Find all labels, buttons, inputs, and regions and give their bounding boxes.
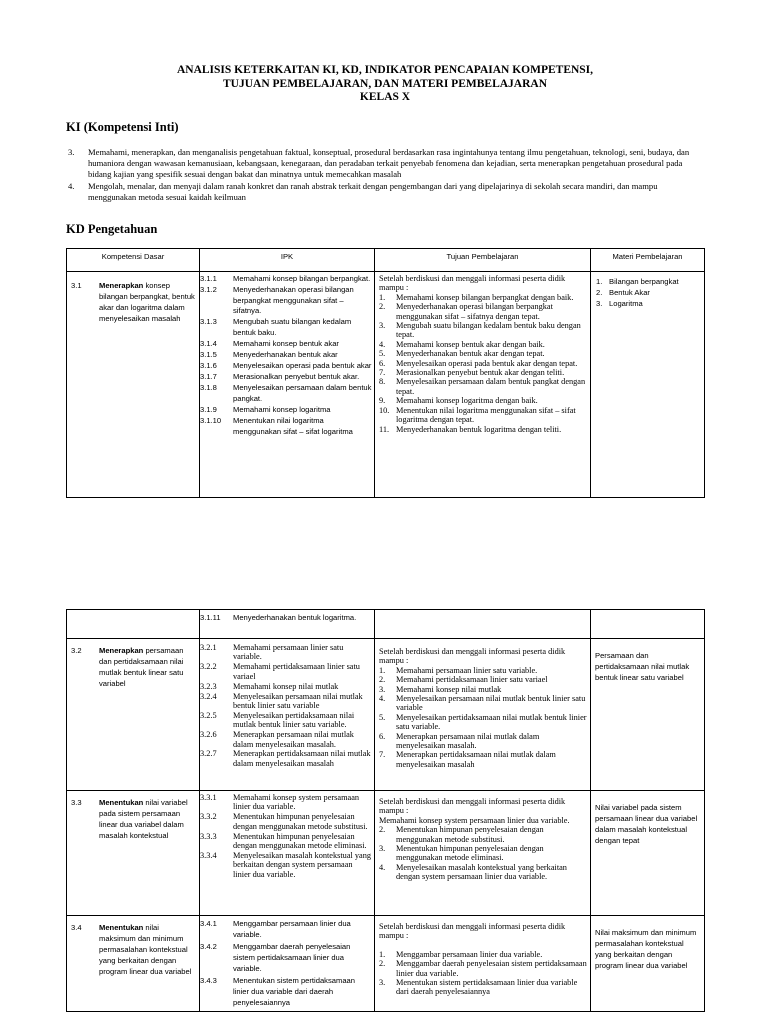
materi-item: 2. Bentuk Akar [596, 288, 650, 297]
ipk-item: 3.2.4 Menyelesaikan persamaan nilai mutlak bentuk linier satu variable [200, 691, 363, 710]
ki-item-number: 3. [68, 147, 75, 157]
materi-cell [591, 916, 705, 1012]
ipk-item: 3.2.2 Memahami pertidaksamaan linier satu variael [200, 662, 360, 681]
ipk-item: 3.1.2 Menyederhanakan operasi bilangan berpangkat menggunakan sifat – sifatnya. [200, 285, 354, 316]
tujuan-item: 3. Menentukan sistem pertidaksamaan linier dua variable dari daerah penyelesaiannya [379, 978, 578, 997]
ipk-item: 3.3.1 Memahami konsep system persamaan linier dua variable. [200, 793, 360, 812]
ipk-item: 3.1.10 Menentukan nilai logaritma menggunakan sifat – sifat logaritma [200, 416, 353, 436]
title-line-3: KELAS X [359, 91, 411, 103]
tujuan-item: 7. Menerapkan pertidaksamaan nilai mutlak dalam menyelesaikan masalah [379, 750, 556, 769]
ki-item [66, 181, 706, 203]
tujuan-cell [375, 791, 591, 916]
kd-verb: Menentukan [99, 923, 144, 932]
ipk-item: 3.4.2 Menggambar daerah penyelesaian sistem pertidaksamaan linier dua variable. [200, 941, 351, 974]
ipk-item: 3.3.4 Menyelesaikan masalah kontekstual yang berkaitan dengan system persamaan linier dua variable. [200, 850, 372, 879]
ki-item-text: Mengolah, menalar, dan menyaji dalam ranah konkret dan ranah abstrak terkait dengan pengembangan dari yang dipelajarinya di sekolah secara mandiri, dan mampu menggunakan metoda sesuai kaidah keilmuan [88, 181, 658, 202]
tujuan-intro: Setelah berdiskusi dan menggali informasi peserta didik mampu : [379, 274, 566, 293]
tujuan-intro: Setelah berdiskusi dan menggali informasi peserta didik mampu : [379, 647, 566, 666]
materi-cell [591, 639, 705, 791]
tujuan-item: 11. Menyederhanakan bentuk logaritma dengan teliti. [379, 424, 562, 434]
kd-verb: Menerapkan [99, 646, 144, 655]
tujuan-item: 7. Merasionalkan penyebut bentuk akar dengan teliti. [379, 368, 565, 378]
tujuan-item: 2. Memahami pertidaksamaan linier satu variael [379, 675, 548, 685]
kd-heading: KD Pengetahuan [66, 222, 158, 236]
column-header-tujuan: Tujuan Pembelajaran [375, 249, 591, 272]
table-row [67, 791, 705, 916]
tujuan-item: 3. Menentukan himpunan penyelesaian dengan menggunakan metode eliminasi. [379, 844, 544, 863]
tujuan-item: 5. Menyederhanakan bentuk akar dengan tepat. [379, 349, 545, 359]
kd-number: 3.2 [71, 646, 82, 655]
materi-text: Nilai variabel pada sistem persamaan linear dua variabel dalam masalah kontekstual dengan tepat [595, 803, 698, 845]
ki-list [66, 147, 706, 204]
ki-item-text: Memahami, menerapkan, dan menganalisis pengetahuan faktual, konseptual, prosedural berdasarkan rasa ingintahunya tentang ilmu pengetahuan, teknologi, seni, budaya, dan humaniora dengan wawasan kemanusiaan, kebangsaan, kenegaraan, dan peradaban terkait penyebab fenomena dan kejadian, serta menerapkan pengetahuan prosedural pada bidang kajian yang spesifik sesuai dengan bakat dan minatnya untuk memecahkan masalah [88, 147, 690, 179]
column-header-materi: Materi Pembelajaran [591, 249, 705, 272]
table-row [67, 272, 705, 498]
tujuan-intro: Setelah berdiskusi dan menggali informasi peserta didik mampu : [379, 797, 566, 816]
tujuan-cell-empty [375, 610, 591, 639]
materi-cell-empty [591, 610, 705, 639]
title-line-1: ANALISIS KETERKAITAN KI, KD, INDIKATOR PENCAPAIAN KOMPETENSI, [176, 64, 594, 76]
ipk-item: 3.1.11 Menyederhanakan bentuk logaritma. [200, 613, 357, 622]
tujuan-item: 6. Menerapkan persamaan nilai mutlak dalam menyelesaikan masalah. [379, 731, 540, 751]
tujuan-lead: Memahami konsep system persamaan linier dua variable. [379, 815, 570, 825]
kd-number: 3.3 [71, 798, 82, 807]
tujuan-item: 9. Memahami konsep logaritma dengan baik. [379, 396, 538, 406]
materi-cell [591, 791, 705, 916]
document-title [100, 64, 670, 105]
kd-verb: Menerapkan [99, 281, 144, 290]
kd-table-page-2 [66, 609, 705, 1012]
tujuan-intro: Setelah berdiskusi dan menggali informasi peserta didik mampu : [379, 922, 566, 941]
ki-heading: KI (Kompetensi Inti) [66, 120, 179, 134]
materi-item: 3. Logaritma [596, 299, 643, 308]
ipk-cell [200, 639, 375, 791]
kd-text: nilai variabel pada sistem persamaan linear dua variabel dalam masalah kontekstual [99, 798, 188, 840]
materi-text: Persamaan dan pertidaksamaan nilai mutlak bentuk linear satu variabel [595, 651, 690, 682]
tujuan-item: 1. Menggambar persamaan linier dua variable. [379, 949, 543, 959]
ipk-item: 3.3.3 Menentukan himpunan penyelesaian dengan menggunakan metode eliminasi. [200, 831, 367, 851]
tujuan-item: 2. Menentukan himpunan penyelesaian dengan menggunakan metode substitusi. [379, 825, 544, 844]
ipk-item: 3.2.3 Memahami konsep nilai mutlak [200, 681, 339, 691]
ipk-item: 3.1.5 Menyederhanakan bentuk akar [200, 350, 338, 360]
kd-text: konsep bilangan berpangkat, bentuk akar dan logaritma dalam menyelesaikan masalah [99, 281, 195, 323]
ipk-item: 3.2.5 Menyelesaikan pertidaksamaan nilai mutlak bentuk linier satu variable. [200, 710, 355, 730]
column-header-ipk: IPK [200, 249, 375, 272]
tujuan-item: 10. Menentukan nilai logaritma menggunakan sifat – sifat logaritma dengan tepat. [379, 405, 576, 425]
column-header-kompetensi-dasar: Kompetensi Dasar [67, 249, 200, 272]
ki-item-number: 4. [68, 181, 75, 191]
kd-text: persamaan dan pertidaksamaan nilai mutlak bentuk linear satu variabel [99, 646, 184, 688]
kd-table-page-1 [66, 248, 705, 498]
ipk-cell [200, 791, 375, 916]
kd-cell [67, 639, 200, 791]
materi-item: 1. Bilangan berpangkat [596, 277, 679, 286]
ipk-item: 3.2.7 Menerapkan pertidaksamaan nilai mutlak dalam menyelesaikan masalah [200, 749, 371, 768]
tujuan-item: 4. Menyelesaikan masalah kontekstual yang berkaitan dengan system persamaan linier dua variable. [379, 862, 567, 882]
tujuan-cell [375, 639, 591, 791]
materi-text: Nilai maksimum dan minimum permasalahan kontekstual yang berkaitan dengan program linear dua variabel [595, 928, 697, 970]
kd-number: 3.1 [71, 281, 82, 290]
ki-item [66, 147, 706, 180]
kd-cell [67, 272, 200, 498]
ipk-item: 3.2.6 Menerapkan persamaan nilai mutlak dalam menyelesaikan masalah. [200, 730, 354, 749]
ipk-cell [200, 610, 375, 639]
tujuan-item: 5. Menyelesaikan pertidaksamaan nilai mutlak bentuk linier satu variable. [379, 712, 587, 732]
ipk-item: 3.1.6 Menyelesaikan operasi pada bentuk akar [200, 361, 372, 371]
ipk-item: 3.2.1 Memahami persamaan linier satu variable. [200, 643, 344, 662]
ipk-item: 3.1.9 Memahami konsep logaritma [200, 405, 331, 415]
title-line-2: TUJUAN PEMBELAJARAN, DAN MATERI PEMBELAJARAN [222, 77, 548, 90]
ipk-item: 3.1.8 Menyelesaikan persamaan dalam bentuk pangkat. [200, 383, 372, 404]
tujuan-item: 4. Memahami konsep bentuk akar dengan baik. [379, 339, 545, 349]
tujuan-item: 3. Mengubah suatu bilangan kedalam bentuk baku dengan tepat. [379, 321, 581, 340]
ipk-item: 3.4.1 Menggambar persamaan linier dua variable. [200, 919, 351, 940]
tujuan-item: 8. Menyelesaikan persamaan dalam bentuk pangkat dengan tepat. [379, 377, 586, 396]
tujuan-item: 4. Menyelesaikan persamaan nilai mutlak bentuk linier satu variable [379, 694, 586, 713]
tujuan-item: 2. Menggambar daerah penyelesaian sistem pertidaksamaan linier dua variable. [379, 959, 587, 978]
ipk-item: 3.4.3 Menentukan sistem pertidaksamaan linier dua variable dari daerah penyelesaiannya [200, 976, 355, 1008]
kd-cell [67, 916, 200, 1012]
ipk-cell [200, 272, 375, 498]
ipk-item: 3.1.7 Merasionalkan penyebut bentuk akar. [200, 372, 360, 382]
tujuan-item: 1. Memahami konsep bilangan berpangkat dengan baik. [379, 292, 574, 302]
table-row [67, 610, 705, 639]
tujuan-cell [375, 916, 591, 1012]
table-row [67, 916, 705, 1012]
kd-cell-empty [67, 610, 200, 639]
ipk-item: 3.1.4 Memahami konsep bentuk akar [200, 339, 339, 349]
kd-text: nilai maksimum dan minimum permasalahan kontekstual yang berkaitan dengan program linear dua variabel [99, 923, 192, 976]
ipk-item: 3.1.3 Mengubah suatu bilangan kedalam bentuk baku. [200, 317, 352, 337]
tujuan-item: 6. Menyelesaikan operasi pada bentuk akar dengan tepat. [379, 358, 578, 368]
table-row [67, 639, 705, 791]
tujuan-item: 1. Memahami persamaan linier satu variable. [379, 665, 538, 675]
kd-number: 3.4 [71, 923, 82, 932]
ipk-cell [200, 916, 375, 1012]
materi-cell [591, 272, 705, 498]
kd-cell [67, 791, 200, 916]
table-header-row [67, 249, 705, 272]
tujuan-item: 3. Memahami konsep nilai mutlak [379, 684, 502, 694]
kd-verb: Menentukan [99, 798, 144, 807]
tujuan-cell [375, 272, 591, 498]
ipk-item: 3.3.2 Menentukan himpunan penyelesaian dengan menggunakan metode substitusi. [200, 812, 368, 831]
tujuan-item: 2. Menyederhanakan operasi bilangan berpangkat menggunakan sifat – sifatnya dengan tepat. [379, 302, 553, 321]
ipk-item: 3.1.1 Memahami konsep bilangan berpangkat. [200, 274, 371, 283]
